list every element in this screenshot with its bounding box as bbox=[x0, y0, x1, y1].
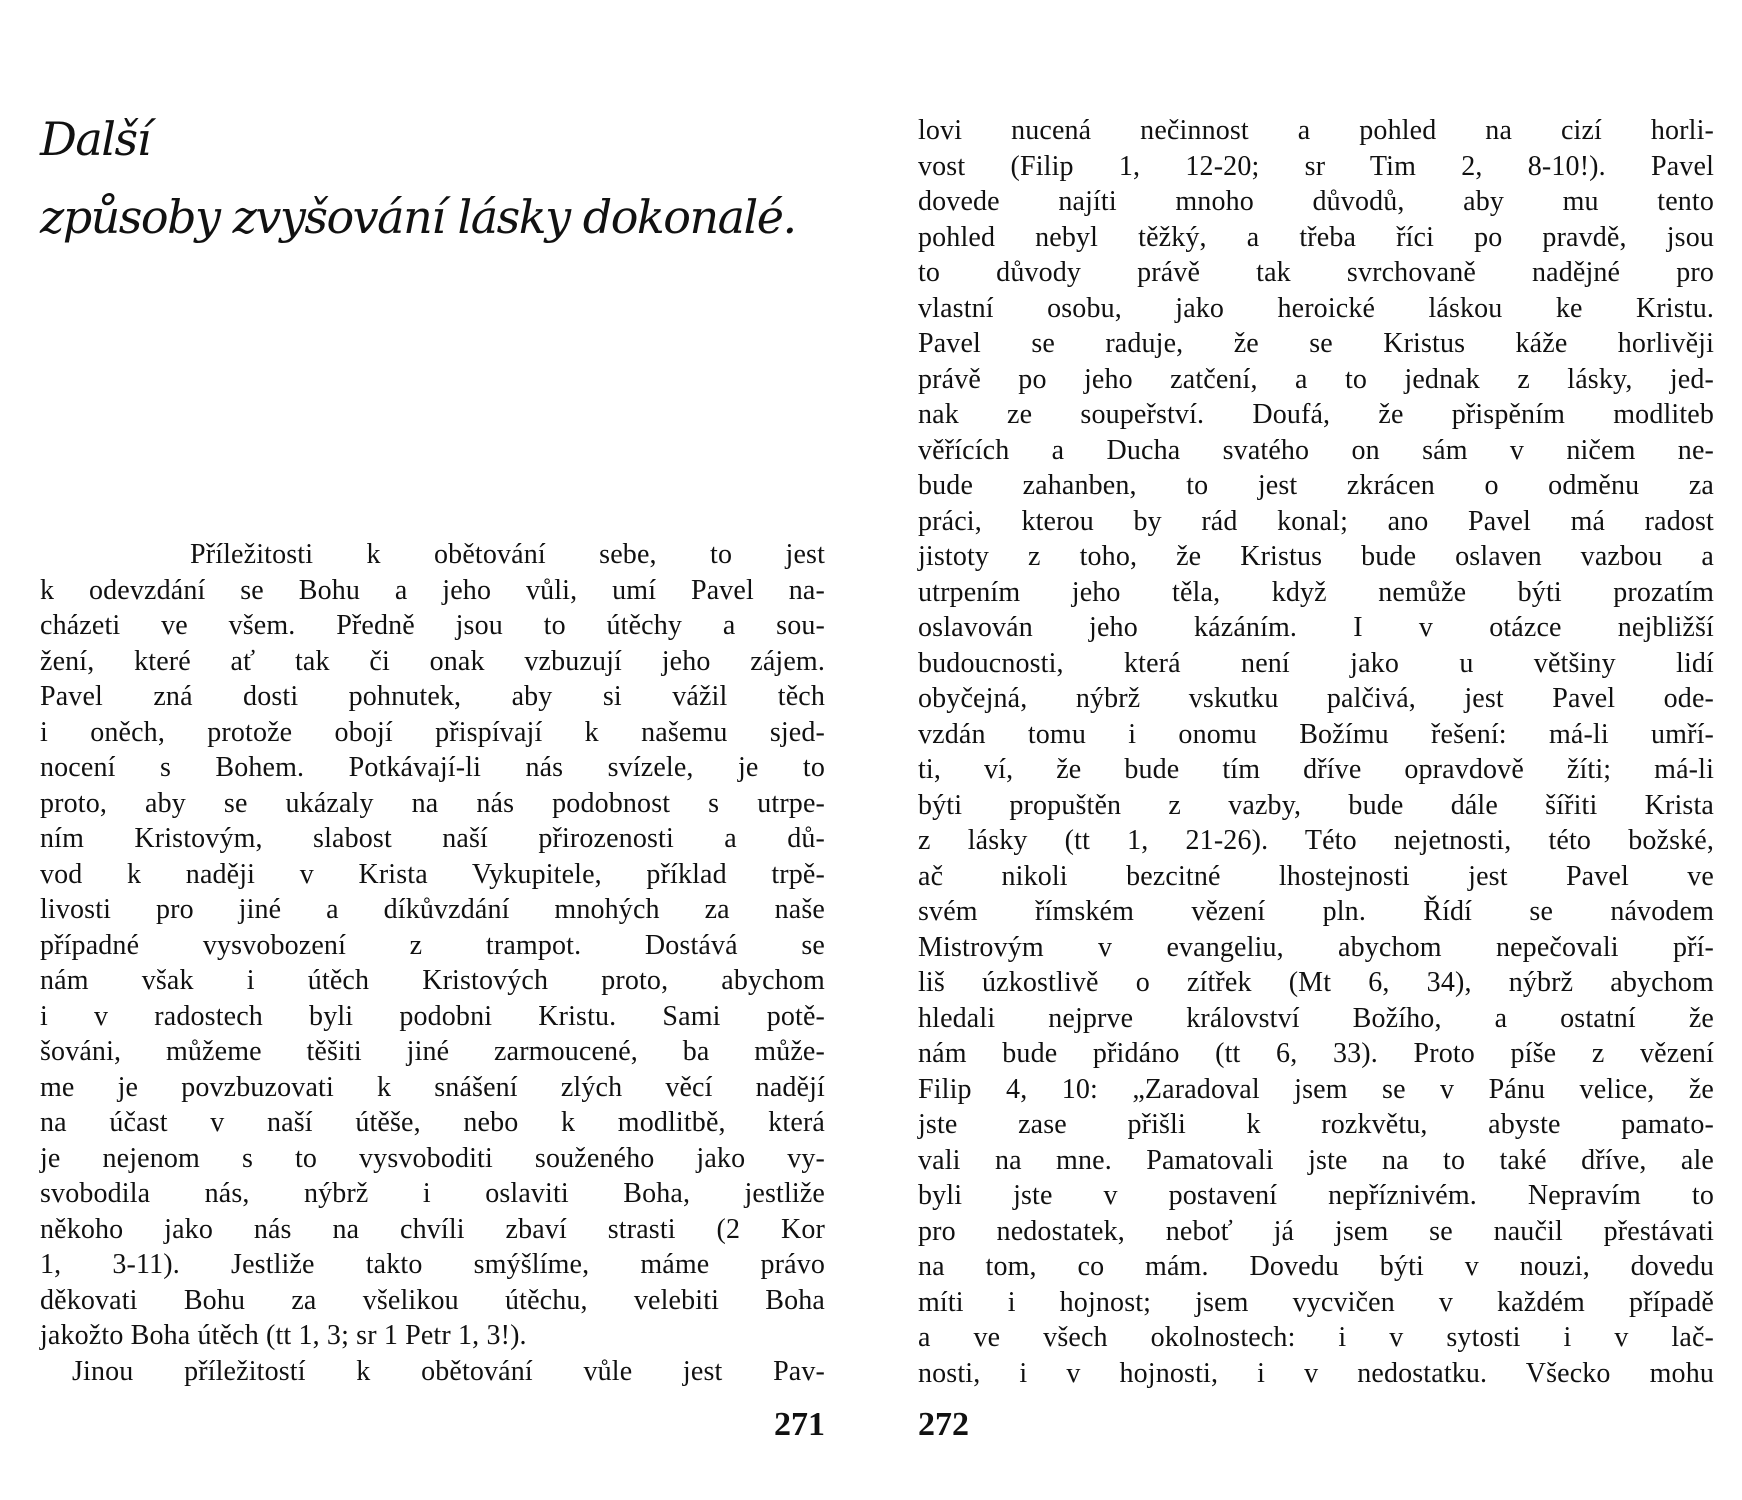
text-line: na tom, co mám. Dovedu býti v nouzi, dovedu bbox=[918, 1251, 1714, 1282]
text-line: nosti, i v hojnosti, i v nedostatku. Všecko mohu bbox=[918, 1357, 1714, 1389]
text-line: svém římském vězení pln. Řídí se návodem bbox=[918, 896, 1714, 927]
text-line: je nejenom s to vysvoboditi souženého jako vy- bbox=[40, 1142, 825, 1174]
text-line: vzdán tomu i onomu Božímu řešení: má-li umří- bbox=[918, 718, 1714, 750]
text-line: na účast v naší útěše, nebo k modlitbě, která bbox=[40, 1107, 825, 1138]
text-line: práci, kterou by rád konal; ano Pavel má radost bbox=[918, 505, 1714, 537]
text-line: případné vysvobození z trampot. Dostává se bbox=[40, 929, 825, 961]
text-line: míti i hojnost; jsem vycvičen v každém případě bbox=[918, 1286, 1714, 1318]
text-line: byli jste v postavení nepříznivém. Nepravím to bbox=[918, 1180, 1714, 1211]
page-number-right: 272 bbox=[918, 1406, 969, 1443]
text-line: oslavován jeho kázáním. I v otázce nejbližší bbox=[918, 612, 1714, 643]
text-line: i v radostech byli podobni Kristu. Sami potě- bbox=[40, 1000, 825, 1032]
text-line: Pavel zná dosti pohnutek, aby si vážil těch bbox=[40, 681, 825, 712]
chapter-title-line-1: Další bbox=[40, 112, 150, 166]
text-line: jakožto Boha útěch (tt 1, 3; sr 1 Petr 1, 3!). bbox=[40, 1320, 527, 1351]
page-number-left: 271 bbox=[774, 1406, 825, 1443]
text-line: svobodila nás, nýbrž i oslaviti Boha, jestliže bbox=[40, 1178, 825, 1209]
text-line: vod k naději v Krista Vykupitele, příklad trpě- bbox=[40, 858, 825, 890]
text-line: žení, které ať tak či onak vzbuzují jeho zájem. bbox=[40, 645, 825, 677]
left-page-body bbox=[40, 537, 825, 1389]
text-line: nám bude přidáno (tt 6, 33). Proto píše z vězení bbox=[918, 1038, 1714, 1069]
text-line: k odevzdání se Bohu a jeho vůli, umí Pavel na- bbox=[40, 574, 825, 606]
text-line: ním Kristovým, slabost naší přirozenosti a dů- bbox=[40, 823, 825, 854]
text-line: šováni, můžeme těšiti jiné zarmoucené, ba může- bbox=[40, 1036, 825, 1067]
text-line: livosti pro jiné a díkůvzdání mnohých za naše bbox=[40, 894, 825, 925]
text-line: někoho jako nás na chvíli zbaví strasti (2 Kor bbox=[40, 1213, 825, 1245]
text-line: i oněch, protože obojí přispívají k našemu sjed- bbox=[40, 716, 825, 748]
text-line: to důvody právě tak svrchovaně nadějné pro bbox=[918, 257, 1714, 288]
text-line: Jinou příležitostí k obětování vůle jest Pav- bbox=[72, 1355, 825, 1387]
text-line: lovi nucená nečinnost a pohled na cizí horli- bbox=[918, 115, 1714, 146]
text-line: proto, aby se ukázaly na nás podobnost s utrpe- bbox=[40, 787, 825, 819]
text-line: nám však i útěch Kristových proto, abychom bbox=[40, 965, 825, 996]
chapter-title-line-2: způsoby zvyšování lásky dokonalé. bbox=[40, 190, 796, 244]
text-line: z lásky (tt 1, 21-26). Této nejetnosti, této božské, bbox=[918, 825, 1714, 856]
text-line: děkovati Bohu za všelikou útěchu, velebiti Boha bbox=[40, 1284, 825, 1316]
text-line: jste zase přišli k rozkvětu, abyste pamato- bbox=[918, 1109, 1714, 1140]
text-line: dovede najíti mnoho důvodů, aby mu tento bbox=[918, 186, 1714, 217]
text-line: pro nedostatek, neboť já jsem se naučil přestávati bbox=[918, 1215, 1714, 1247]
text-line: Příležitosti k obětování sebe, to jest bbox=[190, 539, 825, 570]
text-line: vali na mne. Pamatovali jste na to také dříve, ale bbox=[918, 1144, 1714, 1176]
text-line: me je povzbuzovati k snášení zlých věcí nadějí bbox=[40, 1071, 825, 1103]
text-line: 1, 3-11). Jestliže takto smýšlíme, máme právo bbox=[40, 1249, 825, 1280]
text-line: nocení s Bohem. Potkávají-li nás svízele, je to bbox=[40, 752, 825, 783]
text-line: věřících a Ducha svatého on sám v ničem ne- bbox=[918, 434, 1714, 466]
text-line: pohled nebyl těžký, a třeba říci po pravdě, jsou bbox=[918, 221, 1714, 253]
text-line: bude zahanben, to jest zkrácen o odměnu za bbox=[918, 470, 1714, 501]
text-line: vost (Filip 1, 12-20; sr Tim 2, 8-10!). Pavel bbox=[918, 150, 1714, 182]
text-line: obyčejná, nýbrž vskutku palčivá, jest Pavel ode- bbox=[918, 683, 1714, 714]
text-line: ti, ví, že bude tím dříve opravdově žíti; má-li bbox=[918, 754, 1714, 785]
text-line: Mistrovým v evangeliu, abychom nepečovali pří- bbox=[918, 931, 1714, 963]
text-line: vlastní osobu, jako heroické láskou ke Kristu. bbox=[918, 292, 1714, 324]
text-line: ač nikoli bezcitné lhostejnosti jest Pavel ve bbox=[918, 860, 1714, 892]
text-line: utrpením jeho těla, když nemůže býti prozatím bbox=[918, 576, 1714, 608]
text-line: budoucnosti, která není jako u většiny lidí bbox=[918, 647, 1714, 679]
chapter-title bbox=[40, 100, 796, 256]
right-page bbox=[871, 0, 1742, 1500]
text-line: nak ze soupeřství. Doufá, že přispěním modliteb bbox=[918, 399, 1714, 430]
text-line: cházeti ve všem. Předně jsou to útěchy a sou- bbox=[40, 610, 825, 641]
text-line: hledali nejprve království Božího, a ostatní že bbox=[918, 1002, 1714, 1034]
text-line: býti propuštěn z vazby, bude dále šířiti Krista bbox=[918, 789, 1714, 821]
text-line: Pavel se raduje, že se Kristus káže horlivěji bbox=[918, 328, 1714, 359]
text-line: Filip 4, 10: „Zaradoval jsem se v Pánu velice, že bbox=[918, 1073, 1714, 1105]
text-line: jistoty z toho, že Kristus bude oslaven vazbou a bbox=[918, 541, 1714, 572]
text-line: právě po jeho zatčení, a to jednak z lásky, jed- bbox=[918, 363, 1714, 395]
text-line: a ve všech okolnostech: i v sytosti i v lač- bbox=[918, 1322, 1714, 1353]
text-line: liš úzkostlivě o zítřek (Mt 6, 34), nýbrž abychom bbox=[918, 967, 1714, 998]
right-page-body bbox=[918, 113, 1714, 1391]
